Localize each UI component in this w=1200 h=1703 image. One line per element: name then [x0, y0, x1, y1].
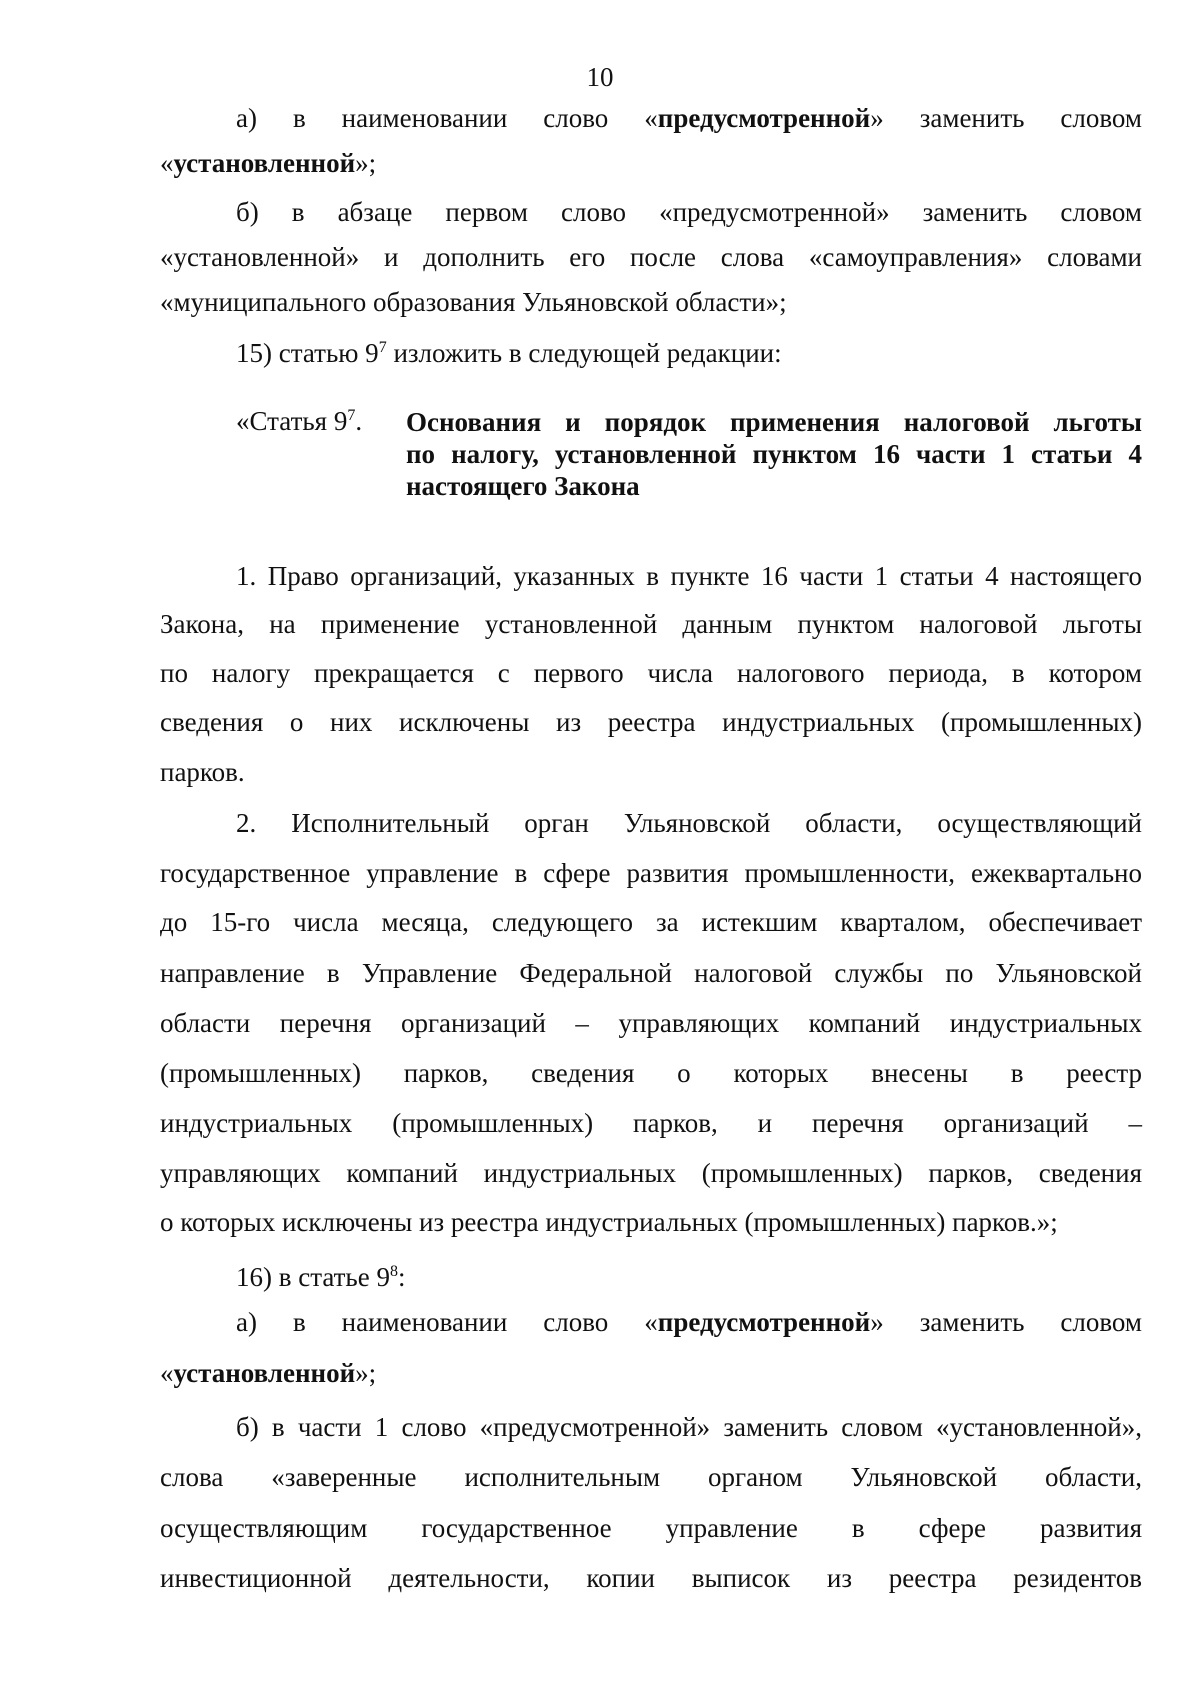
- paragraph-a-line-2: «установленной»;: [160, 148, 377, 178]
- paragraph-16a-line-1: а) в наименовании слово «предусмотренной» заменить словом: [236, 1307, 1143, 1337]
- paragraph-16: 16) в статье $9^8$:: [236, 1262, 406, 1292]
- paragraph-b-line-1: б) в абзаце первом слово «предусмотренной» заменить словом: [236, 197, 1142, 227]
- article-label: «Статья $9^7$.: [236, 406, 363, 436]
- item-1-line-3: по налогу прекращается с первого числа налогового периода, в котором: [160, 658, 1142, 688]
- paragraph-b-line-3: «муниципального образования Ульяновской области»;: [160, 287, 787, 317]
- paragraph-15: 15) статью $9^7$ изложить в следующей редакции:: [236, 338, 782, 368]
- item-2-line-6: (промышленных) парков, сведения о которых внесены в реестр: [160, 1058, 1142, 1088]
- paragraph-b-line-2: «установленной» и дополнить его после слова «самоуправления» словами: [160, 242, 1142, 272]
- page-number: 10: [586, 62, 614, 92]
- item-1-line-1: 1. Право организаций, указанных в пункте 16 части 1 статьи 4 настоящего: [236, 561, 1142, 591]
- paragraph-16b-line-3: осуществляющим государственное управление в сфере развития: [160, 1513, 1142, 1543]
- paragraph-16a-line-2: «установленной»;: [160, 1358, 377, 1388]
- item-1-line-2: Закона, на применение установленной данным пунктом налоговой льготы: [160, 609, 1142, 639]
- item-1-line-5: парков.: [160, 757, 245, 787]
- item-2-line-7: индустриальных (промышленных) парков, и перечня организаций –: [160, 1108, 1142, 1138]
- article-title: Основания и порядок применения налоговой льготы по налогу, установленной пунктом 16 части 1 статьи 4 настоящего Закона: [406, 407, 1142, 501]
- item-2-line-8: управляющих компаний индустриальных (промышленных) парков, сведения: [160, 1158, 1142, 1188]
- item-1-line-4: сведения о них исключены из реестра индустриальных (промышленных): [160, 707, 1142, 737]
- item-2-line-1: 2. Исполнительный орган Ульяновской области, осуществляющий: [236, 808, 1142, 838]
- paragraph-a-line-1: а) в наименовании слово «предусмотренной» заменить словом: [236, 103, 1143, 133]
- item-2-line-2: государственное управление в сфере развития промышленности, ежеквартально: [160, 858, 1142, 888]
- item-2-line-3: до 15-го числа месяца, следующего за истекшим кварталом, обеспечивает: [160, 907, 1142, 937]
- item-2-line-4: направление в Управление Федеральной налоговой службы по Ульяновской: [160, 958, 1142, 988]
- paragraph-16b-line-4: инвестиционной деятельности, копии выписок из реестра резидентов: [160, 1563, 1142, 1593]
- item-2-line-9: о которых исключены из реестра индустриальных (промышленных) парков.»;: [160, 1207, 1058, 1237]
- paragraph-16b-line-1: б) в части 1 слово «предусмотренной» заменить словом «установленной»,: [236, 1412, 1142, 1442]
- item-2-line-5: области перечня организаций – управляющих компаний индустриальных: [160, 1008, 1142, 1038]
- paragraph-16b-line-2: слова «заверенные исполнительным органом Ульяновской области,: [160, 1462, 1142, 1492]
